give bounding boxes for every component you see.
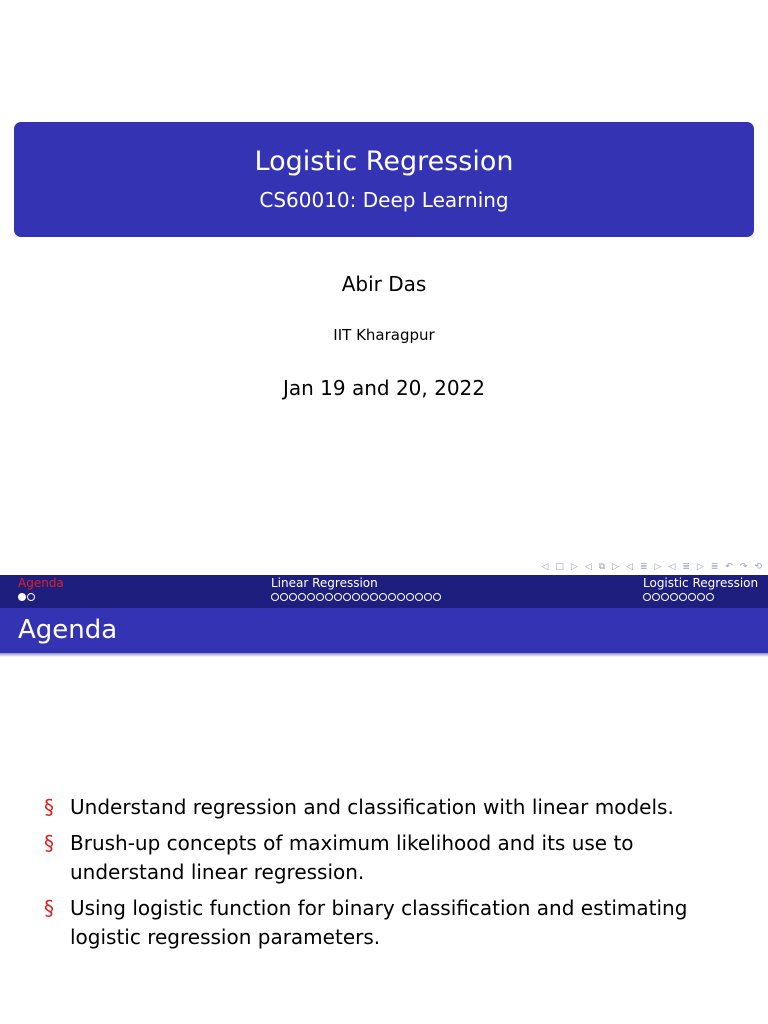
frame-dot[interactable] (424, 593, 432, 601)
frame-dot[interactable] (397, 593, 405, 601)
agenda-list (44, 793, 744, 959)
frame-dot[interactable] (316, 593, 324, 601)
title-box (14, 122, 754, 237)
frame-dot[interactable] (18, 593, 26, 601)
presentation-subtitle: CS60010: Deep Learning (259, 188, 509, 212)
bullet-marker: § (44, 831, 54, 855)
nav-doc-icon[interactable]: ≣ (682, 562, 690, 572)
bullet-text: Brush-up concepts of maximum likelihood and its use to understand linear regression. (70, 831, 634, 884)
beamer-navigation-symbols (541, 561, 762, 573)
list-item (44, 829, 744, 887)
frame-dot[interactable] (343, 593, 351, 601)
nav-section-logistic-regression[interactable] (643, 576, 758, 601)
frame-dot[interactable] (406, 593, 414, 601)
frame-dots (271, 593, 441, 601)
author-name: Abir Das (341, 272, 427, 296)
nav-document-icon[interactable]: ≣ (710, 562, 719, 572)
frame-title: Agenda (0, 608, 768, 653)
frame-dots (18, 593, 64, 601)
frame-dot[interactable] (298, 593, 306, 601)
frame-dot[interactable] (643, 593, 651, 601)
nav-prev-doc-icon[interactable]: ◁ (668, 562, 676, 572)
frame-dot[interactable] (652, 593, 660, 601)
nav-back-icon[interactable]: ↶ (725, 562, 733, 572)
frame-dot[interactable] (289, 593, 297, 601)
frame-dot[interactable] (415, 593, 423, 601)
frame-dot[interactable] (379, 593, 387, 601)
frame-dot[interactable] (27, 593, 35, 601)
frame-dot[interactable] (697, 593, 705, 601)
nav-section-label: Linear Regression (271, 576, 378, 590)
nav-prev-frame-icon[interactable]: ◁ (541, 562, 549, 572)
nav-next-section-icon[interactable]: ▷ (654, 562, 662, 572)
list-item (44, 894, 744, 952)
frame-dot[interactable] (670, 593, 678, 601)
nav-forward-icon[interactable]: ⟲ (754, 562, 762, 572)
frame-dot[interactable] (271, 593, 279, 601)
frame-dot[interactable] (433, 593, 441, 601)
nav-section-icon[interactable]: ≣ (639, 562, 648, 572)
frame-dot[interactable] (688, 593, 696, 601)
presentation-date: Jan 19 and 20, 2022 (282, 376, 486, 400)
frame-dot[interactable] (370, 593, 378, 601)
frame-dot[interactable] (325, 593, 333, 601)
bullet-text: Using logistic function for binary classification and estimating logistic regression parameters. (70, 896, 688, 949)
frame-dot[interactable] (334, 593, 342, 601)
nav-section-label: Agenda (18, 576, 64, 590)
section-navigation-bar (0, 575, 768, 608)
frame-dot[interactable] (280, 593, 288, 601)
frame-dot[interactable] (361, 593, 369, 601)
institute-name: IIT Kharagpur (333, 326, 435, 344)
nav-subsection-icon[interactable]: ⧉ (598, 562, 606, 572)
nav-frame-icon[interactable]: □ (555, 562, 564, 572)
nav-prev-section-icon[interactable]: ◁ (626, 562, 633, 572)
nav-prev-subsection-icon[interactable]: ◁ (584, 562, 592, 572)
frame-dot[interactable] (307, 593, 315, 601)
frame-dot[interactable] (352, 593, 360, 601)
nav-section-agenda[interactable] (18, 576, 64, 601)
bullet-text: Understand regression and classification with linear models. (70, 795, 674, 819)
list-item (44, 793, 744, 822)
nav-section-label: Logistic Regression (643, 576, 759, 590)
frame-dot[interactable] (388, 593, 396, 601)
nav-next-subsection-icon[interactable]: ▷ (612, 562, 620, 572)
nav-next-frame-icon[interactable]: ▷ (570, 562, 578, 572)
bullet-marker: § (44, 896, 54, 920)
bullet-marker: § (44, 795, 54, 819)
frame-dot[interactable] (679, 593, 687, 601)
nav-search-icon[interactable]: ↷ (739, 562, 748, 572)
frame-dots (643, 593, 758, 601)
nav-section-linear-regression[interactable] (271, 576, 441, 601)
frame-dot[interactable] (661, 593, 669, 601)
presentation-title: Logistic Regression (254, 146, 514, 177)
frame-title-shadow (0, 653, 768, 657)
frame-dot[interactable] (706, 593, 714, 601)
nav-next-doc-icon[interactable]: ▷ (696, 562, 704, 572)
